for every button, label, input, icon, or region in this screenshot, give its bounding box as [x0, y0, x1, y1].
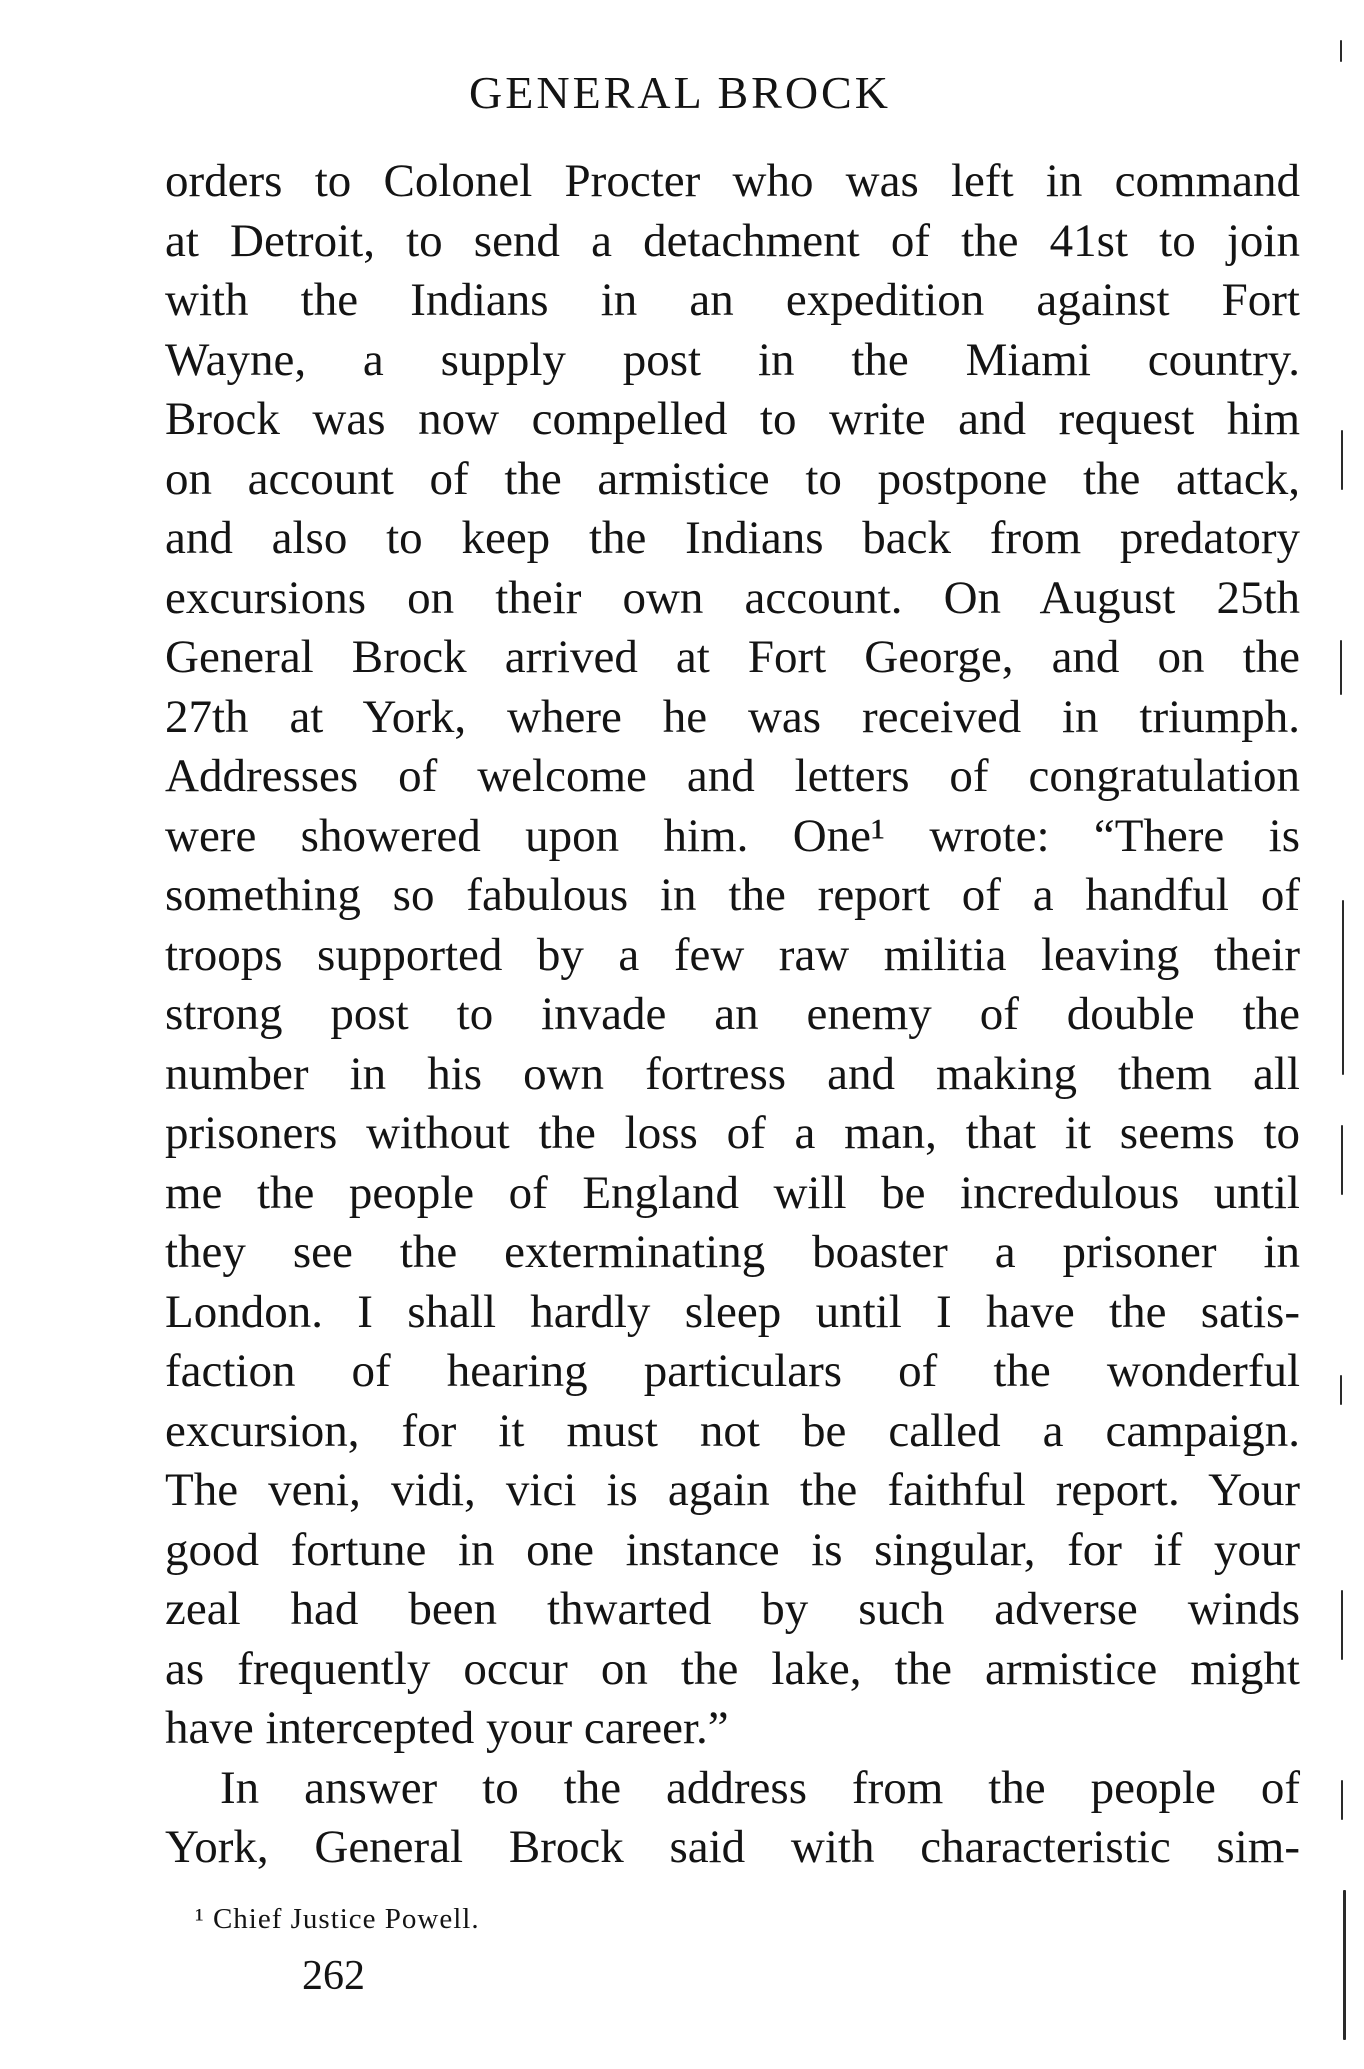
scan-edge-mark — [1340, 40, 1342, 62]
text-line: Wayne, a supply post in the Miami country. — [165, 333, 1300, 386]
running-head: GENERAL BROCK — [469, 67, 891, 118]
text-line: orders to Colonel Procter who was left in command — [165, 155, 1300, 207]
text-line: excursions on their own account. On August 25th — [165, 571, 1300, 624]
text-line: strong post to invade an enemy of double the — [165, 988, 1300, 1040]
text-line: on account of the armistice to postpone the attack, — [165, 452, 1300, 505]
text-line: zeal had been thwarted by such adverse winds — [165, 1583, 1300, 1635]
text-line: excursion, for it must not be called a campaign. — [165, 1404, 1300, 1457]
text-line: 27th at York, where he was received in triumph. — [165, 690, 1300, 743]
scan-edge-mark — [1342, 900, 1344, 1075]
page-number: 262 — [302, 1953, 365, 1999]
text-line: In answer to the address from the people of — [220, 1761, 1300, 1814]
text-line: at Detroit, to send a detachment of the 41st to join — [165, 214, 1300, 267]
scan-edge-mark — [1341, 1125, 1343, 1195]
text-line: were showered upon him. One¹ wrote: “There is — [165, 809, 1300, 862]
text-line: with the Indians in an expedition against Fort — [165, 274, 1300, 326]
text-line: as frequently occur on the lake, the armistice might — [165, 1642, 1300, 1695]
text-line: Brock was now compelled to write and request him — [165, 393, 1300, 445]
scan-edge-mark — [1343, 1890, 1346, 2040]
text-line: something so fabulous in the report of a handful of — [165, 869, 1300, 921]
scan-edge-mark — [1341, 430, 1343, 490]
text-line: faction of hearing particulars of the wonderful — [165, 1345, 1300, 1397]
text-line: have intercepted your career.” — [165, 1702, 729, 1754]
text-line: General Brock arrived at Fort George, and on the — [165, 631, 1300, 683]
text-line: and also to keep the Indians back from predatory — [165, 512, 1300, 564]
text-line: Addresses of welcome and letters of congratulation — [165, 750, 1300, 802]
text-line: number in his own fortress and making them all — [165, 1047, 1300, 1100]
text-line: troops supported by a few raw militia leaving their — [165, 928, 1300, 981]
body-text — [165, 152, 1300, 1878]
text-line: prisoners without the loss of a man, that it seems to — [165, 1107, 1300, 1159]
text-line: York, General Brock said with characteristic sim- — [165, 1821, 1300, 1873]
text-line: London. I shall hardly sleep until I have the satis- — [165, 1285, 1300, 1338]
text-line: they see the exterminating boaster a prisoner in — [165, 1226, 1300, 1278]
scan-edge-mark — [1341, 1780, 1343, 1820]
scan-edge-mark — [1340, 640, 1342, 695]
footnote: ¹ Chief Justice Powell. — [195, 1903, 480, 1935]
scan-edge-mark — [1341, 1590, 1343, 1660]
scan-edge-mark — [1340, 1375, 1342, 1405]
text-line: me the people of England will be incredulous until — [165, 1166, 1300, 1219]
text-line: good fortune in one instance is singular, for if your — [165, 1523, 1300, 1576]
text-line: The veni, vidi, vici is again the faithful report. Your — [165, 1464, 1300, 1516]
